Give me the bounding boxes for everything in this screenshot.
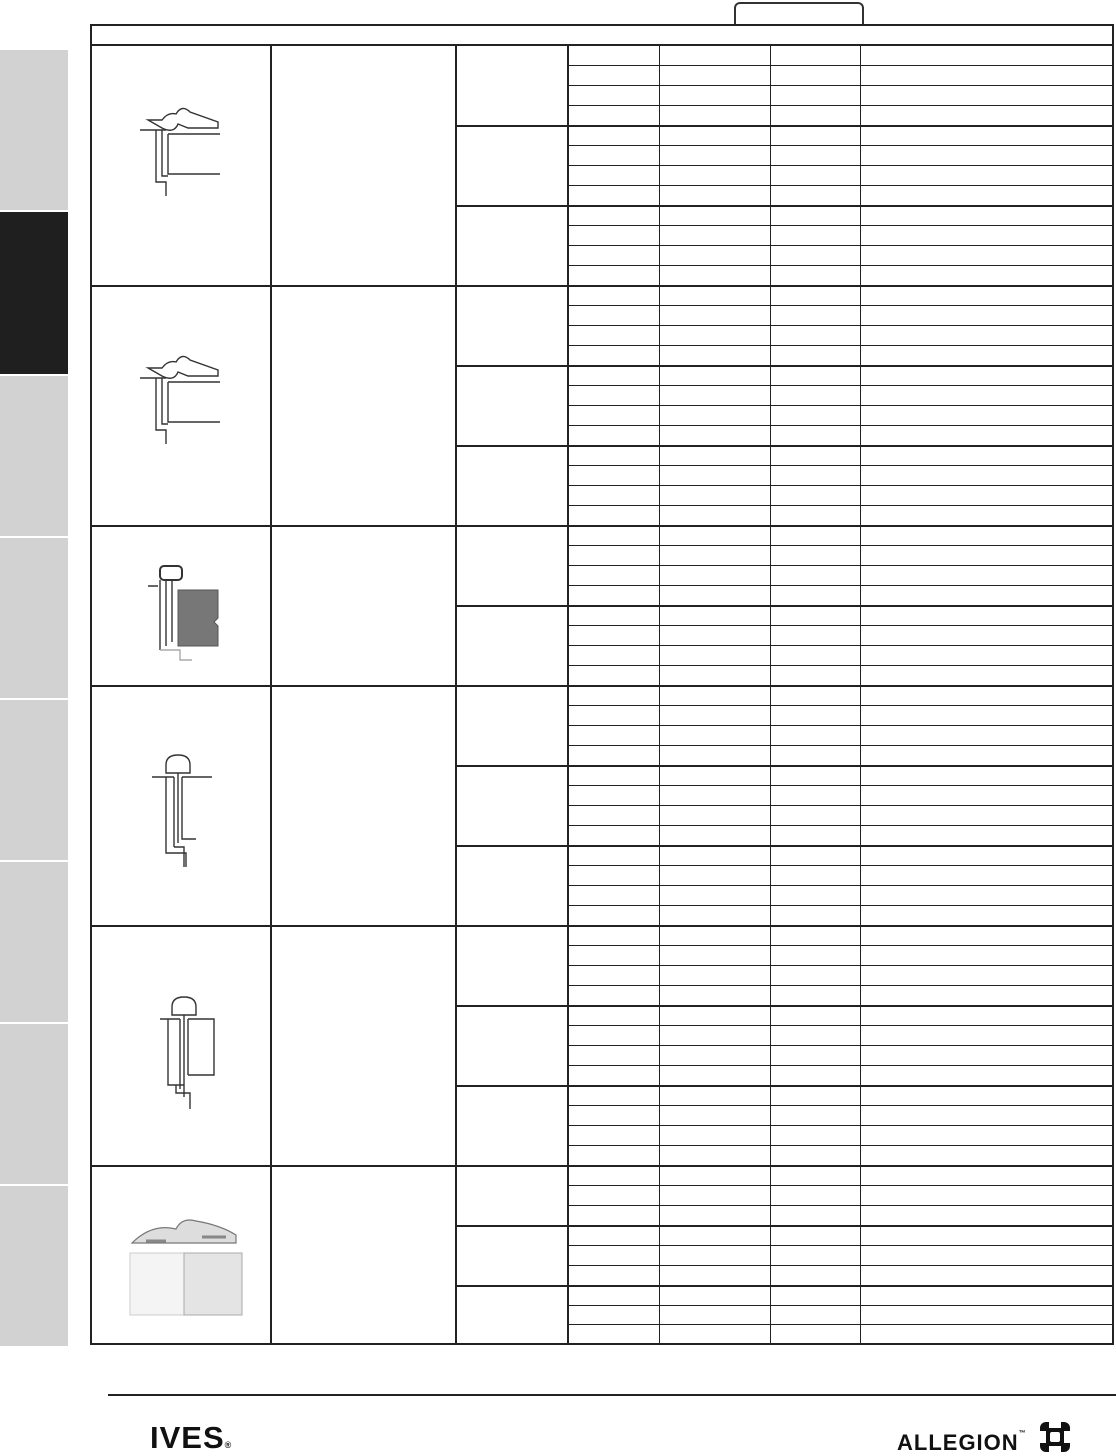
hinge-profile-filled-icon	[120, 546, 240, 676]
table-row	[567, 945, 1112, 946]
table-row	[567, 1305, 1112, 1306]
table-row	[567, 665, 1112, 666]
group-rule	[455, 605, 1112, 607]
table-row	[567, 105, 1112, 106]
hinge-profile-icon	[120, 346, 240, 476]
section-tab[interactable]	[734, 2, 864, 26]
table-row	[567, 1065, 1112, 1066]
footer-rule	[108, 1394, 1116, 1396]
table-row	[567, 465, 1112, 466]
allegion-logo-text: ALLEGION	[897, 1430, 1019, 1455]
group-rule	[455, 205, 1112, 207]
column-rule	[770, 45, 771, 1344]
table-row	[567, 1145, 1112, 1146]
table-row	[567, 885, 1112, 886]
table-row	[567, 305, 1112, 306]
side-tab-5[interactable]	[0, 698, 68, 860]
side-tab-strip	[0, 48, 68, 1346]
ives-logo: IVES®	[150, 1420, 233, 1455]
group-rule	[455, 845, 1112, 847]
table-row	[567, 545, 1112, 546]
product-row-rule	[92, 525, 1112, 527]
side-tab-6[interactable]	[0, 860, 68, 1022]
group-rule	[455, 1005, 1112, 1007]
table-row	[567, 1105, 1112, 1106]
table-row	[567, 565, 1112, 566]
table-row	[567, 1205, 1112, 1206]
table-row	[567, 425, 1112, 426]
hinge-profile-narrow-icon	[120, 985, 240, 1115]
table-row	[567, 985, 1112, 986]
group-rule	[455, 445, 1112, 447]
table-row	[567, 385, 1112, 386]
table-row	[567, 1185, 1112, 1186]
table-row	[567, 905, 1112, 906]
column-rule	[270, 45, 272, 1344]
table-row	[567, 65, 1112, 66]
table-row	[567, 485, 1112, 486]
ives-logo-text: IVES	[150, 1420, 225, 1455]
group-rule	[455, 365, 1112, 367]
product-row-rule	[92, 925, 1112, 927]
product-row-rule	[92, 1165, 1112, 1167]
allegion-mark-icon	[1038, 1420, 1072, 1454]
side-tab-2-active[interactable]	[0, 210, 68, 374]
table-row	[567, 785, 1112, 786]
column-rule	[860, 45, 861, 1344]
table-row	[567, 585, 1112, 586]
table-row	[567, 745, 1112, 746]
table-row	[567, 805, 1112, 806]
table-row	[567, 325, 1112, 326]
product-row-rule	[92, 285, 1112, 287]
table-row	[567, 705, 1112, 706]
product-table	[90, 24, 1114, 1345]
side-tab-8[interactable]	[0, 1184, 68, 1346]
table-row	[567, 1245, 1112, 1246]
column-rule	[567, 45, 569, 1344]
table-row	[567, 505, 1112, 506]
column-rule	[455, 45, 457, 1344]
table-row	[567, 1045, 1112, 1046]
table-row	[567, 345, 1112, 346]
table-row	[567, 145, 1112, 146]
hinge-profile-photo-icon	[126, 1193, 246, 1323]
hinge-profile-narrow-icon	[118, 743, 238, 873]
table-header-rule	[92, 44, 1112, 46]
hinge-profile-icon	[120, 98, 240, 228]
table-row	[567, 85, 1112, 86]
table-row	[567, 245, 1112, 246]
table-row	[567, 265, 1112, 266]
table-row	[567, 825, 1112, 826]
table-row	[567, 1324, 1112, 1325]
table-row	[567, 625, 1112, 626]
side-tab-7[interactable]	[0, 1022, 68, 1184]
product-row-rule	[92, 685, 1112, 687]
side-tab-1[interactable]	[0, 48, 68, 210]
allegion-logo: ALLEGION™	[897, 1430, 1027, 1455]
group-rule	[455, 765, 1112, 767]
table-row	[567, 405, 1112, 406]
table-row	[567, 1265, 1112, 1266]
group-rule	[455, 1285, 1112, 1287]
table-row	[567, 165, 1112, 166]
group-rule	[455, 1225, 1112, 1227]
side-tab-4[interactable]	[0, 536, 68, 698]
group-rule	[455, 1085, 1112, 1087]
table-row	[567, 965, 1112, 966]
table-row	[567, 645, 1112, 646]
column-rule	[659, 45, 660, 1344]
side-tab-3[interactable]	[0, 374, 68, 536]
table-row	[567, 225, 1112, 226]
group-rule	[455, 125, 1112, 127]
table-row	[567, 865, 1112, 866]
table-row	[567, 185, 1112, 186]
table-row	[567, 725, 1112, 726]
table-row	[567, 1125, 1112, 1126]
table-row	[567, 1025, 1112, 1026]
